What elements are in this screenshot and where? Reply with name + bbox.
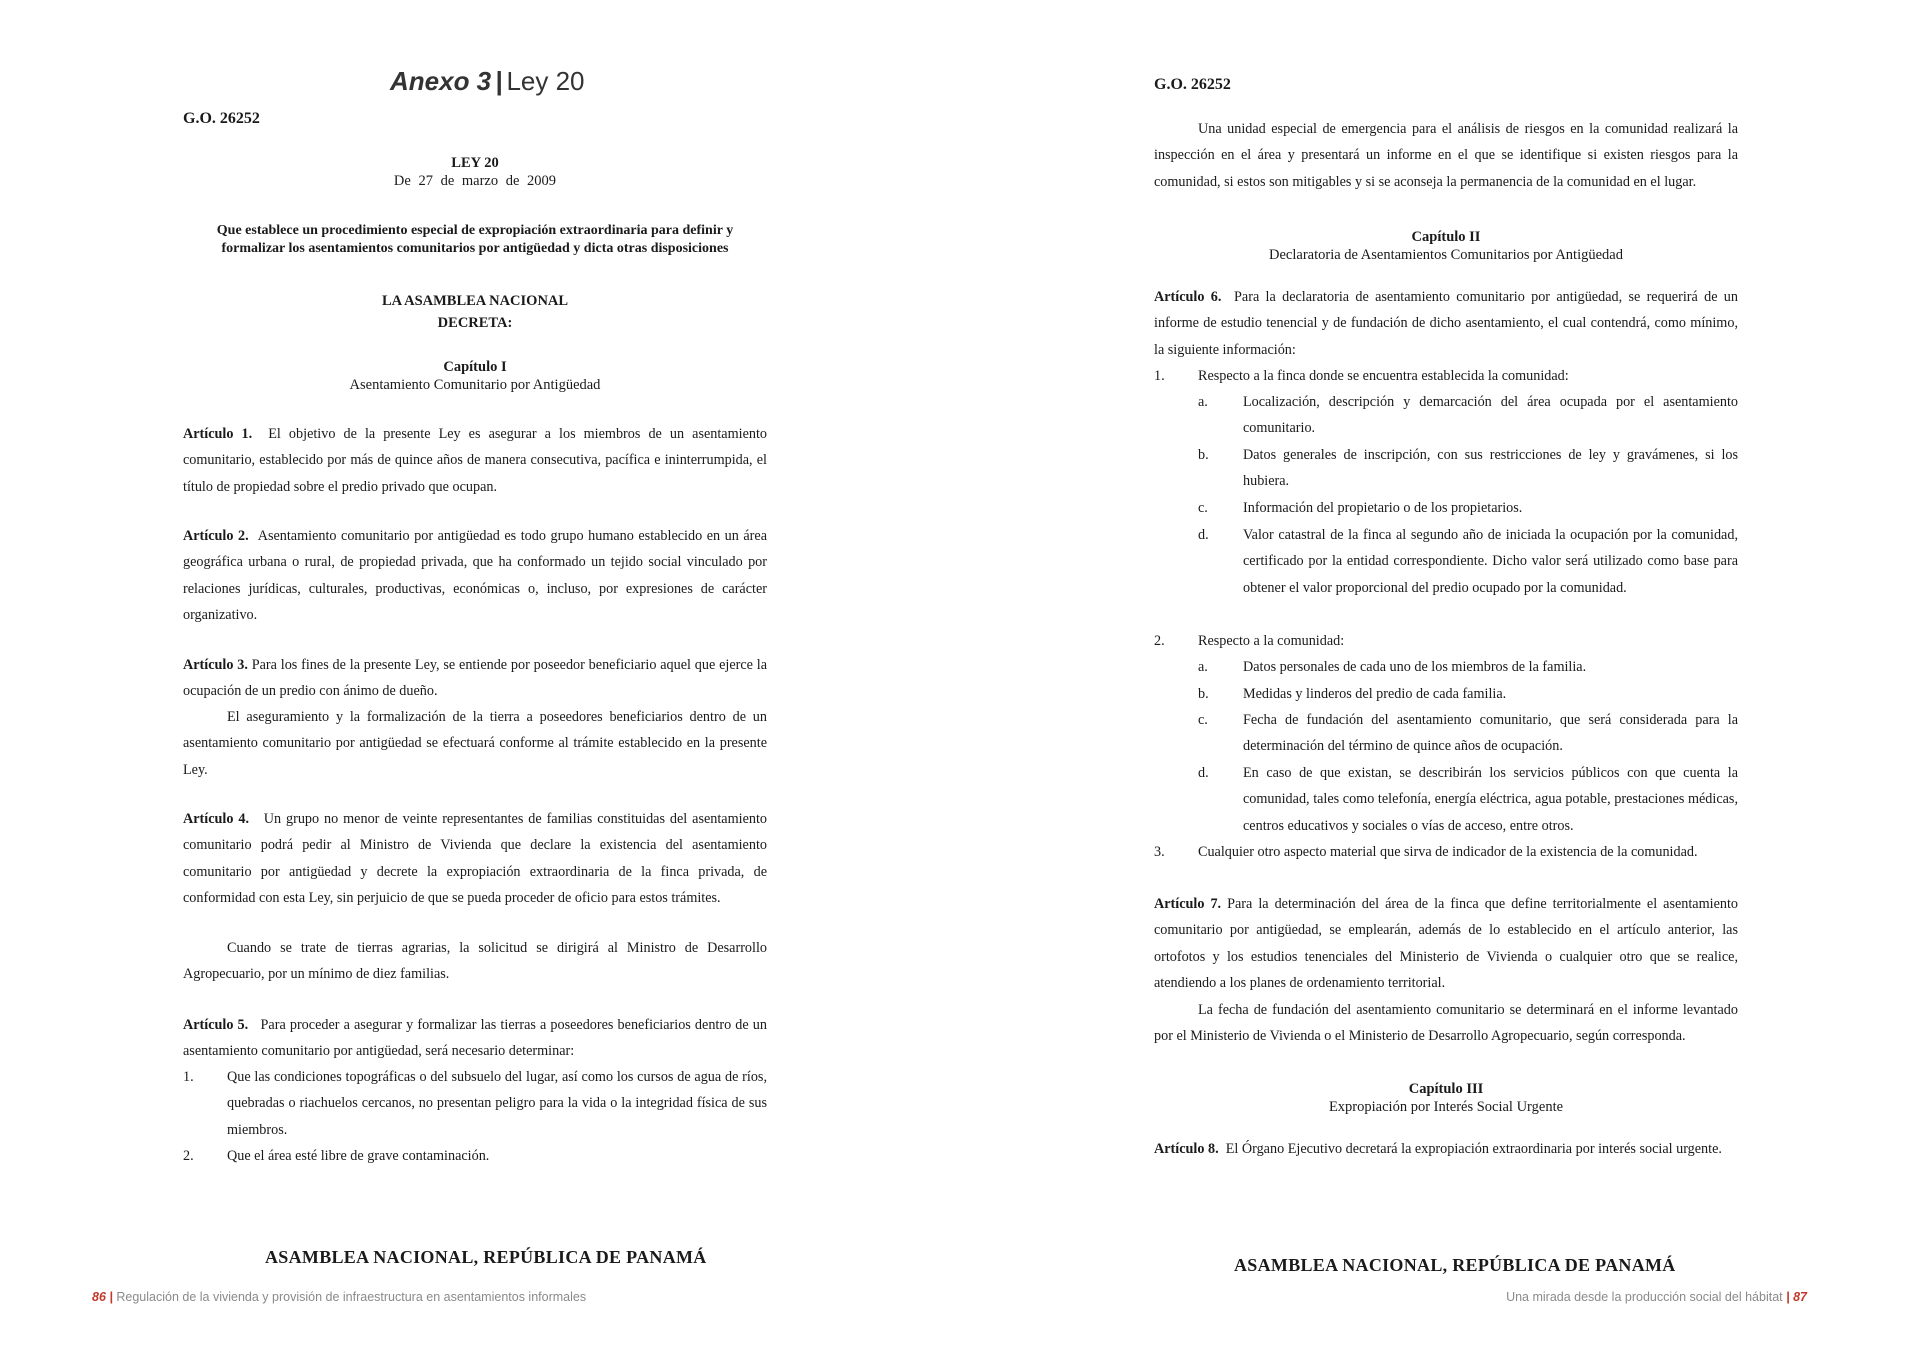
- list-text: Respecto a la comunidad:: [1198, 633, 1345, 649]
- running-title: Regulación de la vivienda y provisión de infraestructura en asentamientos informales: [116, 1290, 587, 1304]
- list-number: 1.: [183, 1069, 194, 1085]
- chapter-3-title: Capítulo III: [1408, 1081, 1484, 1097]
- page-number: 86: [92, 1290, 106, 1304]
- chapter-3-heading: [1154, 1080, 1738, 1116]
- article-8: [1154, 1136, 1738, 1162]
- list-text: Respecto a la finca donde se encuentra establecida la comunidad:: [1198, 368, 1569, 384]
- running-footer-left: [92, 1290, 586, 1304]
- list-number: 2.: [1154, 633, 1165, 649]
- sublist-text: Valor catastral de la finca al segundo año de iniciada la ocupación por la comunidad, certificado por la entidad correspondiente. Dicho valor será utilizado como base para obtener el valor proporcional del predio ocupado por la comunidad.: [1243, 527, 1738, 596]
- article-8-text: El Órgano Ejecutivo decretará la expropiación extraordinaria por interés social urgente.: [1225, 1141, 1722, 1157]
- article-1-text: El objetivo de la presente Ley es asegurar a los miembros de un asentamiento comunitario, establecido por más de quince años de manera consecutiva, pacífica e ininterrumpida, el título de propiedad sobre el predio privado que ocupan.: [183, 426, 768, 495]
- article-6-item-1-sub-a: [1154, 389, 1738, 442]
- chapter-1-subtitle: Asentamiento Comunitario por Antigüedad: [349, 377, 601, 393]
- article-6-item-2-sub-c: [1154, 707, 1738, 760]
- list-text: Que las condiciones topográficas o del subsuelo del lugar, así como los cursos de agua de ríos, quebradas o riachuelos cercanos, no presentan peligro para la vida o la integridad física de sus miembros.: [227, 1069, 767, 1138]
- right-page: [960, 0, 1920, 1358]
- footer-assembly-title: ASAMBLEA NACIONAL, REPÚBLICA DE PANAMÁ: [1234, 1255, 1676, 1275]
- article-6-item-1-sub-d: [1154, 522, 1738, 628]
- article-4: [183, 806, 767, 912]
- law-subject-line2: formalizar los asentamientos comunitarios por antigüedad y dicta otras disposiciones: [221, 241, 729, 256]
- annex-heading: [390, 66, 585, 97]
- sublist-letter: d.: [1198, 527, 1209, 543]
- article-6: [1154, 284, 1738, 363]
- sublist-letter: d.: [1198, 765, 1209, 781]
- article-6-item-1-sub-b: [1154, 442, 1738, 495]
- sublist-letter: c.: [1198, 500, 1208, 516]
- law-subject: [183, 222, 767, 258]
- article-3-paragraph-2: El aseguramiento y la formalización de la tierra a poseedores beneficiarios dentro de un asentamiento comunitario por antigüedad se efectuará conforme al trámite establecido en la presente Ley.: [183, 709, 767, 778]
- article-6-item-2-sub-b: [1154, 681, 1738, 708]
- article-6-item-3: [1154, 839, 1738, 866]
- chapter-2-heading: [1154, 228, 1738, 264]
- sublist-letter: c.: [1198, 712, 1208, 728]
- article-1: [183, 421, 767, 500]
- list-number: 2.: [183, 1148, 194, 1164]
- chapter-2-subtitle: Declaratoria de Asentamientos Comunitarios por Antigüedad: [1269, 247, 1623, 263]
- article-6-item-2: [1154, 628, 1738, 655]
- list-text: Que el área esté libre de grave contaminación.: [227, 1148, 490, 1164]
- running-separator: |: [1786, 1290, 1790, 1304]
- footer-assembly-title: ASAMBLEA NACIONAL, REPÚBLICA DE PANAMÁ: [265, 1247, 707, 1267]
- gazette-number: G.O. 26252: [1154, 76, 1231, 93]
- sublist-text: Datos personales de cada uno de los miembros de la familia.: [1243, 659, 1587, 675]
- article-4-label: Artículo 4.: [183, 811, 249, 827]
- article-5: [183, 1012, 767, 1065]
- chapter-1-heading: [183, 358, 767, 394]
- sublist-text: Localización, descripción y demarcación del área ocupada por el asentamiento comunitario.: [1243, 394, 1738, 437]
- sublist-letter: b.: [1198, 447, 1209, 463]
- risk-assessment-paragraph: Una unidad especial de emergencia para el análisis de riesgos en la comunidad realizará la inspección en el área y presentará un informe en el que se identifique si existen riesgos para la comunidad, si estos son mitigables y si se aconseja la permanencia de la comunidad en el lugar.: [1154, 121, 1738, 190]
- running-title: Una mirada desde la producción social del hábitat: [1506, 1290, 1783, 1304]
- gazette-number: G.O. 26252: [183, 110, 260, 127]
- article-6-item-2-sub-d: [1154, 760, 1738, 840]
- assembly-heading: [183, 290, 767, 334]
- page-number: 87: [1793, 1290, 1807, 1304]
- article-5-text: Para proceder a asegurar y formalizar las tierras a poseedores beneficiarios dentro de un asentamiento comunitario por antigüedad, será necesario determinar:: [183, 1017, 767, 1060]
- article-7-paragraph-2: La fecha de fundación del asentamiento comunitario se determinará en el informe levantado por el Ministerio de Vivienda o el Ministerio de Desarrollo Agropecuario, según corresponda.: [1154, 1002, 1738, 1045]
- article-5-label: Artículo 5.: [183, 1017, 249, 1033]
- article-2-text: Asentamiento comunitario por antigüedad es todo grupo humano establecido en un área geográfica urbana o rural, de propiedad privada, que ha conformado un tejido social vinculado por relaciones jurídicas, culturales, productivas, económicas o, incluso, por expresiones de carácter organizativo.: [183, 528, 768, 624]
- list-number: 1.: [1154, 368, 1165, 384]
- law-title: LEY 20: [451, 155, 499, 171]
- running-footer-right: [1506, 1290, 1807, 1304]
- list-text: Cualquier otro aspecto material que sirva de indicador de la existencia de la comunidad.: [1198, 844, 1698, 860]
- annex-separator: |: [495, 66, 503, 96]
- article-7-text: Para la determinación del área de la finca que define territorialmente el asentamiento comunitario por antigüedad, se emplearán, además de lo establecido en el artículo anterior, las ortofotos y los estudios tenenciales del Ministerio de Vivienda o cualquier otro que se realice, atendiendo a los planes de ordenamiento territorial.: [1154, 896, 1739, 992]
- article-1-label: Artículo 1.: [183, 426, 253, 442]
- article-3-text: Para los fines de la presente Ley, se entiende por poseedor beneficiario aquel que ejerce la ocupación de un predio con ánimo de dueño.: [183, 657, 768, 700]
- sublist-text: Datos generales de inscripción, con sus restricciones de ley y gravámenes, si los hubiera.: [1243, 447, 1738, 490]
- article-4-paragraph-2: Cuando se trate de tierras agrarias, la solicitud se dirigirá al Ministro de Desarrollo Agropecuario, por un mínimo de diez familias.: [183, 940, 767, 983]
- sublist-letter: b.: [1198, 686, 1209, 702]
- annex-label: Anexo 3: [390, 66, 492, 96]
- sublist-text: Medidas y linderos del predio de cada familia.: [1243, 686, 1507, 702]
- chapter-1-title: Capítulo I: [443, 359, 507, 375]
- article-5-item-2: [183, 1143, 767, 1170]
- assembly-title: LA ASAMBLEA NACIONAL: [381, 293, 569, 309]
- article-6-text: Para la declaratoria de asentamiento comunitario por antigüedad, se requerirá de un informe de estudio tenencial y de fundación de dicho asentamiento, el cual contendrá, como mínimo, la siguiente información:: [1154, 289, 1738, 358]
- annex-law: Ley 20: [506, 66, 585, 96]
- sublist-letter: a.: [1198, 659, 1208, 675]
- law-header: [183, 154, 767, 190]
- article-6-item-1-sub-c: [1154, 495, 1738, 522]
- article-6-item-1: [1154, 363, 1738, 390]
- article-5-item-1: [183, 1064, 767, 1144]
- law-date: De 27 de marzo de 2009: [393, 173, 557, 189]
- sublist-letter: a.: [1198, 394, 1208, 410]
- sublist-text: Información del propietario o de los propietarios.: [1243, 500, 1523, 516]
- chapter-3-subtitle: Expropiación por Interés Social Urgente: [1328, 1099, 1564, 1115]
- article-6-item-2-sub-a: [1154, 654, 1738, 681]
- article-8-label: Artículo 8.: [1154, 1141, 1219, 1157]
- article-3-label: Artículo 3.: [183, 657, 248, 673]
- article-6-label: Artículo 6.: [1154, 289, 1222, 305]
- article-7: [1154, 891, 1738, 997]
- article-4-text: Un grupo no menor de veinte representantes de familias constituidas del asentamiento comunitario podrá pedir al Ministro de Vivienda que declare la existencia del asentamiento comunitario por antigüedad y decrete la expropiación extraordinaria de la finca privada, de conformidad con esta Ley, sin perjuicio de que se pueda proceder de oficio para estos trámites.: [183, 811, 768, 907]
- running-separator: |: [109, 1290, 113, 1304]
- article-7-label: Artículo 7.: [1154, 896, 1222, 912]
- law-subject-line1: Que establece un procedimiento especial de expropiación extraordinaria para definir y: [216, 223, 734, 238]
- sublist-text: Fecha de fundación del asentamiento comunitario, que será considerada para la determinación del término de quince años de ocupación.: [1243, 712, 1738, 755]
- chapter-2-title: Capítulo II: [1411, 229, 1481, 245]
- decree-title: DECRETA:: [437, 315, 513, 331]
- sublist-text: En caso de que existan, se describirán los servicios públicos con que cuenta la comunidad, tales como telefonía, energía eléctrica, agua potable, prestaciones médicas, centros educativos y sociales o vías de acceso, entre otros.: [1243, 765, 1738, 834]
- article-3: [183, 652, 767, 705]
- article-2-label: Artículo 2.: [183, 528, 249, 544]
- list-number: 3.: [1154, 844, 1165, 860]
- article-2: [183, 523, 767, 629]
